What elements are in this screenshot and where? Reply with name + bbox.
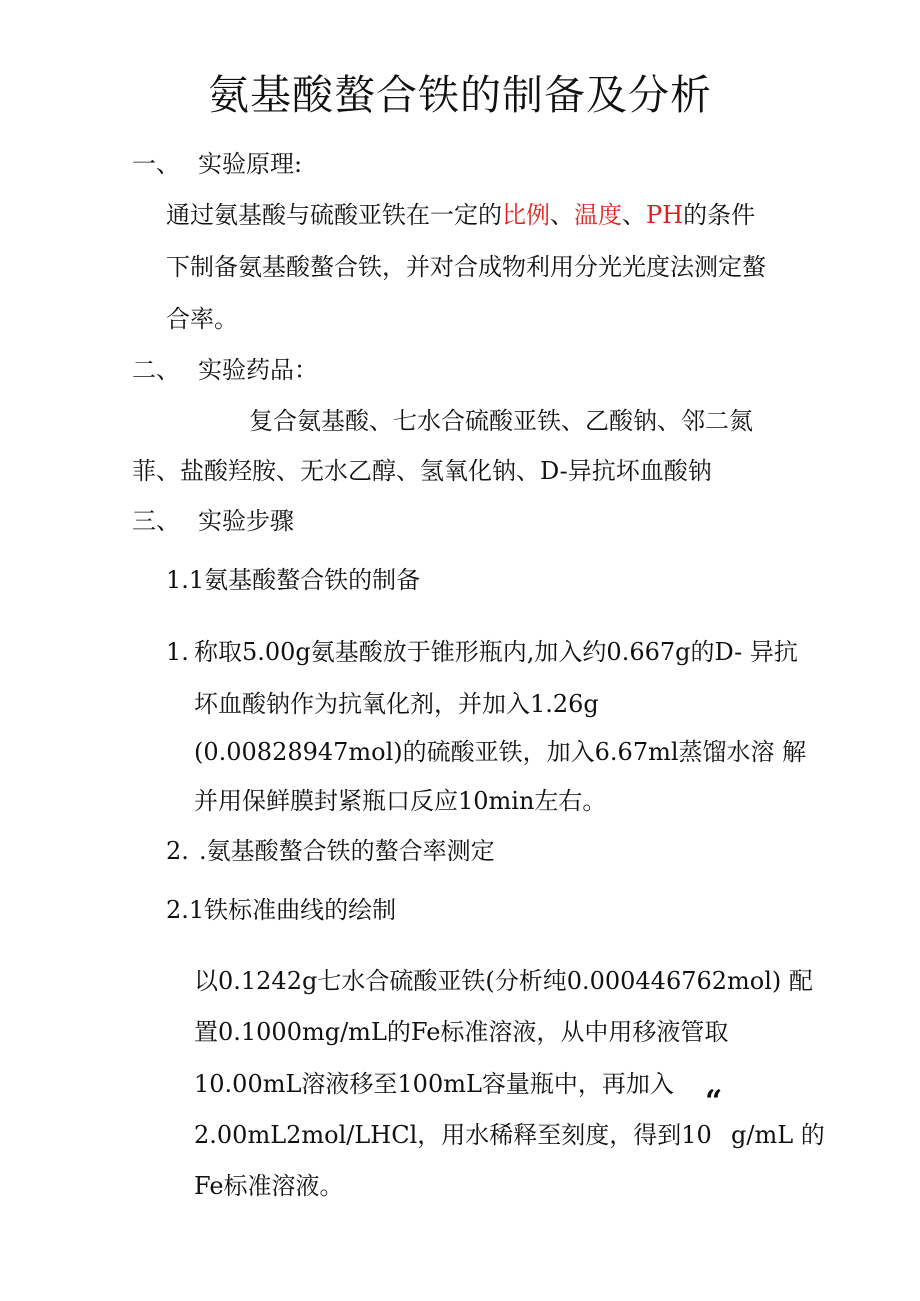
section-3-heading: 实验步骤 [198,507,294,535]
paragraph-line-3: 10.00mL溶液移至100mL容量瓶中，再加入 [194,1070,674,1098]
section-1-number: 一、 [132,150,180,178]
document-title: 氨基酸螯合铁的制备及分析 [208,71,712,119]
section-2-heading: 实验药品： [198,356,318,384]
text: 的条件 [683,201,756,229]
text: 通过氨基酸与硫酸亚铁在一定的 [166,201,502,229]
section-1-line-1 [166,197,755,233]
highlight-ratio: 比例 [502,201,550,229]
list-item-1-line-1: 称取5.00g氨基酸放于锥形瓶内,加入约0.667g的D- 异抗 [194,638,798,666]
subsection-2-1: 2.1铁标准曲线的绘制 [166,896,397,924]
section-3-number: 三、 [132,507,180,535]
list-item-1-line-3: (0.00828947mol)的硫酸亚铁，加入6.67ml蒸馏水溶 解 [194,738,807,766]
paragraph-line-1: 以0.1242g七水合硫酸亚铁(分析纯0.000446762mol) 配 [194,967,813,995]
list-item-1-number: 1. [166,638,189,666]
subsection-1-1: 1.1氨基酸螯合铁的制备 [166,566,421,594]
separator: 、 [622,201,646,229]
list-item-1-line-2: 坏血酸钠作为抗氧化剂，并加入1.26g [194,690,599,718]
separator: 、 [550,201,574,229]
paragraph-line-4: 2.00mL2mol/LHCl，用水稀释至刻度，得到10 [194,1121,712,1149]
section-1-heading: 实验原理: [198,150,303,178]
section-1-line-2: 下制备氨基酸螯合铁，并对合成物利用分光光度法测定螯 [166,253,766,281]
list-item-1-line-4: 并用保鲜膜封紧瓶口反应10min左右。 [194,787,607,815]
list-item-2-text: .氨基酸螯合铁的螯合率测定 [199,837,495,865]
paragraph-line-4-unit: g/mL 的 [731,1121,825,1149]
section-1-line-3: 合率。 [166,305,238,333]
section-2-line-1: 复合氨基酸、七水合硫酸亚铁、乙酸钠、邻二氮 [249,407,753,435]
list-item-2-number: 2. [166,837,189,865]
paragraph-line-2: 置0.1000mg/mL的Fe标准溶液，从中用移液管取 [194,1018,729,1046]
highlight-ph: PH [646,201,684,229]
highlight-temperature: 温度 [574,201,622,229]
paragraph-line-5: Fe标准溶液。 [194,1172,344,1200]
quote-mark: “ [705,1084,723,1119]
section-2-line-2: 菲、盐酸羟胺、无水乙醇、氢氧化钠、D-异抗坏血酸钠 [132,457,712,485]
section-2-number: 二、 [132,356,180,384]
